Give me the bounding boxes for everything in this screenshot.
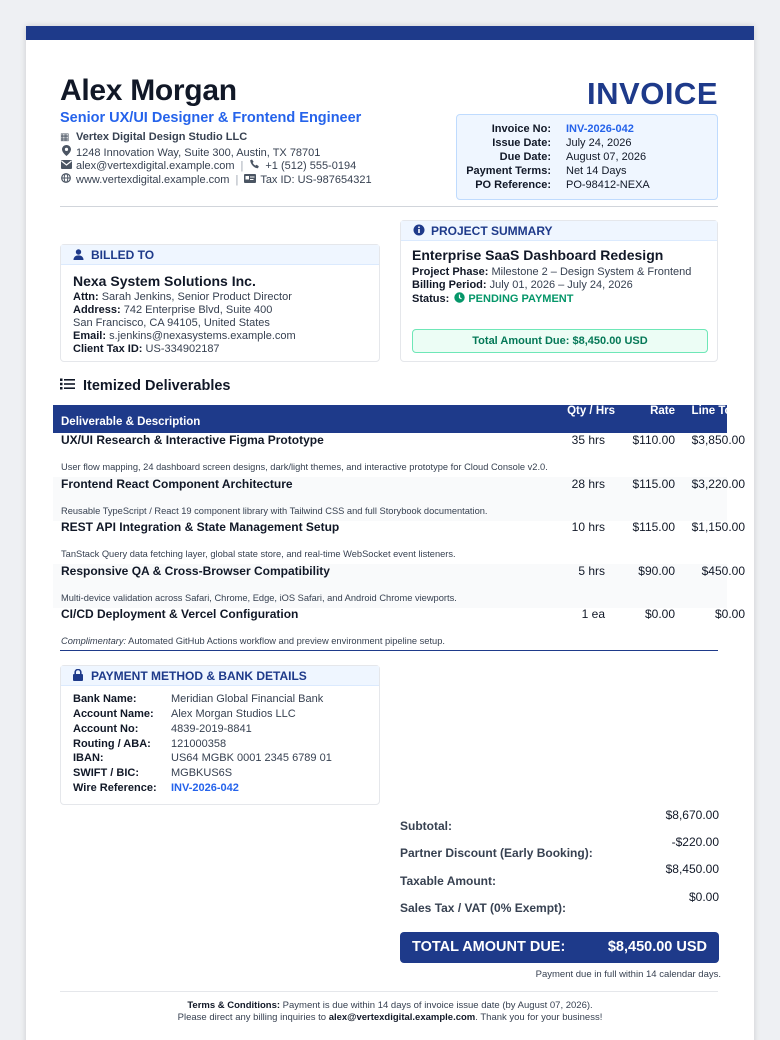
total-due-pill: Total Amount Due: $8,450.00 USD: [412, 329, 708, 353]
phone-icon: [249, 159, 261, 172]
item-description: Reusable TypeScript / React 19 component library with Tailwind CSS and full Storybook documentation.: [61, 506, 488, 516]
item-rate: $115.00: [632, 520, 675, 534]
sender-address-line: 1248 Innovation Way, Suite 300, Austin, TX 78701: [60, 145, 320, 159]
sender-website[interactable]: www.vertexdigital.example.com: [76, 174, 230, 186]
account-no-row: Account No: 4839-2019-8841: [73, 723, 252, 735]
item-rate: $90.00: [638, 564, 675, 578]
routing-row: Routing / ABA: 121000358: [73, 738, 227, 750]
list-icon: [60, 378, 75, 394]
item-rate: $110.00: [632, 433, 675, 447]
billed-to-card: [60, 244, 380, 362]
client-address-line2: San Francisco, CA 94105, United States: [73, 317, 270, 329]
item-total: $0.00: [714, 607, 745, 621]
subtotal-label: Subtotal:: [400, 819, 452, 833]
item-rate: $0.00: [644, 607, 675, 621]
inquiry-line: Please direct any billing inquiries to alex@vertexdigital.example.com. Thank you for your business!: [177, 1012, 603, 1023]
account-name-row: Account Name: Alex Morgan Studios LLC: [73, 708, 296, 720]
sender-email[interactable]: alex@vertexdigital.example.com: [76, 160, 235, 172]
building-icon: ▦: [60, 132, 70, 143]
client-attn: Attn: Sarah Jenkins, Senior Product Director: [73, 291, 292, 303]
items-bottom-rule: [60, 650, 718, 651]
sender-company: ▦ Vertex Digital Design Studio LLC: [60, 131, 248, 143]
project-title: Enterprise SaaS Dashboard Redesign: [412, 247, 664, 263]
client-email: Email: s.jenkins@nexasystems.example.com: [73, 330, 296, 342]
header-divider: [60, 206, 718, 207]
item-title: CI/CD Deployment & Vercel Configuration: [61, 607, 299, 621]
client-address: Address: 742 Enterprise Blvd, Suite 400: [73, 304, 273, 316]
item-description: Complimentary: Automated GitHub Actions workflow and preview environment pipeline setup.: [61, 636, 445, 646]
invoice-meta-box: [456, 114, 718, 200]
billed-to-heading: BILLED TO: [61, 245, 379, 265]
table-row: [53, 433, 745, 477]
discount-label: Partner Discount (Early Booking):: [400, 846, 593, 860]
iban-row: IBAN: US64 MGBK 0001 2345 6789 01: [73, 752, 332, 764]
sender-title: Senior UX/UI Designer & Frontend Engineer: [60, 110, 362, 126]
items-table-header: [53, 405, 745, 433]
clock-icon: [454, 292, 465, 306]
project-summary-card: [400, 220, 718, 362]
discount-value: -$220.00: [671, 835, 719, 849]
payment-details-card: [60, 665, 380, 805]
footer-divider: [60, 991, 718, 992]
envelope-icon: [60, 160, 72, 172]
invoice-sheet: [26, 26, 754, 1040]
project-phase: Project Phase: Milestone 2 – Design System & Frontend: [412, 266, 692, 278]
meta-invoice-no: Invoice No: INV-2026-042: [491, 123, 634, 135]
info-icon: [413, 224, 425, 236]
client-company: Nexa System Solutions Inc.: [73, 273, 256, 289]
item-qty: 35 hrs: [571, 433, 605, 447]
project-summary-heading: PROJECT SUMMARY: [401, 221, 717, 241]
item-total: $3,220.00: [691, 477, 745, 491]
swift-row: SWIFT / BIC: MGBKUS6S: [73, 767, 233, 779]
terms-line: Terms & Conditions: Payment is due within 14 days of invoice issue date (by August 07, 2026).: [187, 1000, 593, 1011]
taxable-value: $8,450.00: [665, 862, 719, 876]
col-description: Deliverable & Description: [61, 416, 201, 428]
subtotal-value: $8,670.00: [665, 808, 719, 822]
map-pin-icon: [60, 145, 72, 159]
payment-due-note: Payment due in full within 14 calendar days.: [535, 969, 721, 980]
table-row: [53, 607, 745, 651]
globe-icon: [60, 173, 72, 186]
status-badge: PENDING PAYMENT: [468, 293, 574, 305]
invoice-heading: INVOICE: [587, 76, 718, 111]
tax-label: Sales Tax / VAT (0% Exempt):: [400, 901, 567, 915]
col-rate: Rate: [650, 405, 675, 417]
item-description: Multi-device validation across Safari, Chrome, Edge, iOS Safari, and Android Chrome viewports.: [61, 593, 457, 603]
item-description: User flow mapping, 24 dashboard screen designs, dark/light themes, and interactive prototype for Cloud Console v2.0.: [61, 462, 548, 472]
item-title: REST API Integration & State Management Setup: [61, 520, 340, 534]
meta-issue-date: Issue Date: July 24, 2026: [492, 137, 632, 149]
inquiry-email[interactable]: alex@vertexdigital.example.com: [328, 1012, 476, 1023]
sender-tax-id: Tax ID: US-987654321: [260, 174, 372, 186]
sender-phone[interactable]: +1 (512) 555-0194: [265, 160, 357, 172]
col-qty: Qty / Hrs: [567, 405, 615, 417]
item-qty: 5 hrs: [578, 564, 605, 578]
item-title: Responsive QA & Cross-Browser Compatibility: [61, 564, 330, 578]
bank-name-row: Bank Name: Meridian Global Financial Bank: [73, 693, 324, 705]
sender-web-line: www.vertexdigital.example.com | Tax ID: US-987654321: [60, 173, 372, 186]
tax-value: $0.00: [688, 890, 719, 904]
lock-icon: [73, 669, 85, 681]
col-line-total: Line Total: [691, 405, 745, 417]
user-icon: [73, 249, 85, 261]
wire-reference-row: Wire Reference: INV-2026-042: [73, 782, 239, 794]
sender-contact-line: alex@vertexdigital.example.com | +1 (512) 555-0194: [60, 159, 356, 172]
grand-total-label: TOTAL AMOUNT DUE:: [412, 939, 566, 955]
table-row: [53, 477, 745, 521]
grand-total-value: $8,450.00 USD: [607, 939, 707, 955]
sender-name: Alex Morgan: [60, 74, 237, 107]
id-card-icon: [244, 174, 256, 186]
item-total: $450.00: [701, 564, 745, 578]
meta-po-reference: PO Reference: PO-98412-NEXA: [475, 179, 650, 191]
project-status: Status: PENDING PAYMENT: [412, 293, 574, 305]
table-row: [53, 564, 745, 608]
item-total: $3,850.00: [691, 433, 745, 447]
itemized-heading: Itemized Deliverables: [60, 378, 231, 394]
item-rate: $115.00: [632, 477, 675, 491]
taxable-label: Taxable Amount:: [400, 874, 497, 888]
item-total: $1,150.00: [691, 520, 745, 534]
item-title: UX/UI Research & Interactive Figma Prototype: [61, 433, 324, 447]
item-title: Frontend React Component Architecture: [61, 477, 293, 491]
client-tax-id: Client Tax ID: US-334902187: [73, 343, 220, 355]
item-description: TanStack Query data fetching layer, global state store, and real-time WebSocket event listeners.: [61, 549, 456, 559]
meta-payment-terms: Payment Terms: Net 14 Days: [466, 165, 627, 177]
grand-total-bar: [400, 932, 719, 963]
meta-due-date: Due Date: August 07, 2026: [499, 151, 647, 163]
payment-heading: PAYMENT METHOD & BANK DETAILS: [61, 666, 379, 686]
table-row: [53, 520, 745, 564]
top-accent-bar: [26, 26, 754, 40]
item-qty: 1 ea: [581, 607, 605, 621]
billing-period: Billing Period: July 01, 2026 – July 24, 2026: [412, 279, 633, 291]
item-qty: 28 hrs: [571, 477, 605, 491]
item-qty: 10 hrs: [571, 520, 605, 534]
